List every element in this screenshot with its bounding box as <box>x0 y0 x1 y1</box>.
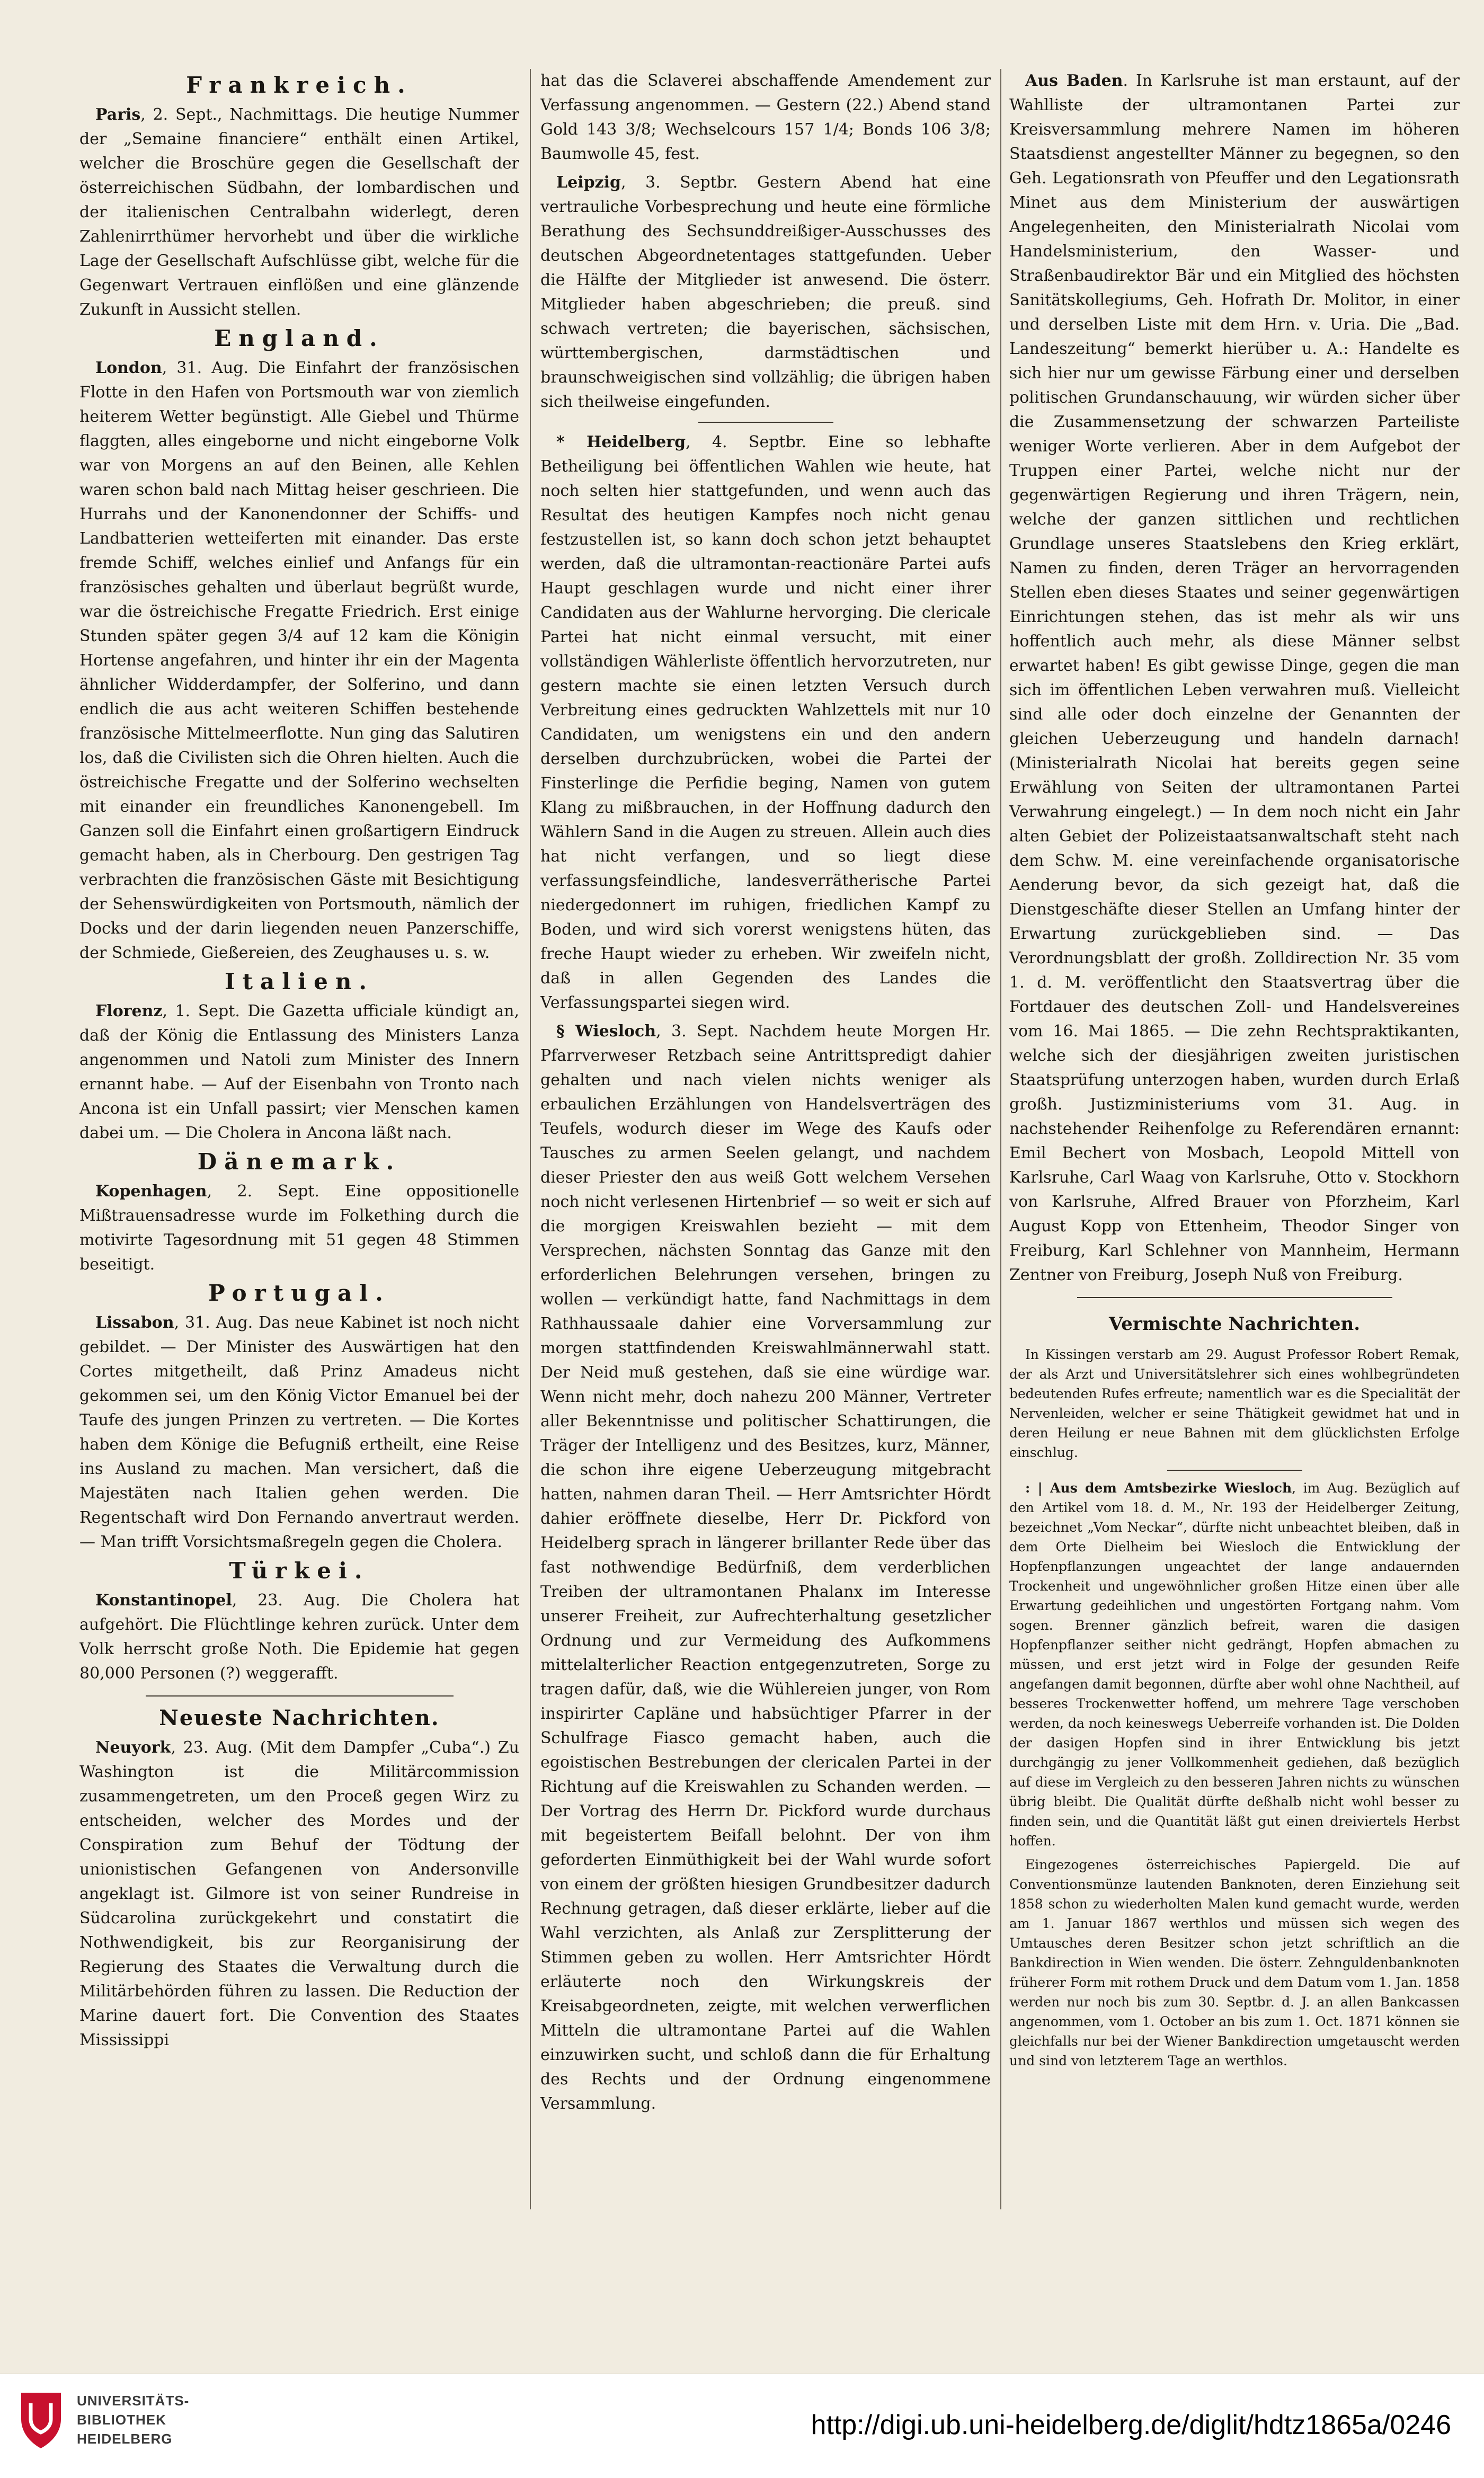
article-continuation: hat das die Sclaverei abschaffende Amendement zur Verfassung angenommen. — Gestern (22.) Abend stand Gold 143 3/8; Wechselcours 157 1/4; Bonds 106 3/8; Baumwolle 45, fest. <box>540 72 991 163</box>
dateline-place: Paris <box>95 105 141 124</box>
article-kissingen: In Kissingen verstarb am 29. August Professor Robert Remak, der als Arzt und Universitätslehrer sich eines wohlbegründeten bedeutenden Rufes erfreute; namentlich war es die Specialität der Nervenleiden, welcher er seine Thätigkeit gewidmet hat und in deren Heilung er neue Bahnen mit dem glücklichsten Erfolge einschlug. <box>1009 1347 1460 1460</box>
dateline-place: Leipzig <box>556 173 621 192</box>
article-text: , 23. Aug. (Mit dem Dampfer „Cuba“.) Zu Washington ist die Militärcommission zusammengetreten, um den Proceß gegen Wirz zu entscheiden, welcher des Mordes und der Conspiration zum Behuf der Tödtung der unionistischen Gefangenen von Andersonville angeklagt ist. Gilmore ist von seiner Rundreise in Südcarolina zurückgekehrt und constatirt die Nothwendigkeit, bis zur Reorganisirung der Regierung des Staates die Verwaltung durch die Militärbehörden führen zu lassen. Die Reduction der Marine dauert fort. Die Convention des Staates Mississippi <box>79 1738 519 2049</box>
dateline-place: Florenz <box>95 1002 163 1020</box>
article-text: , 23. Aug. Die Cholera hat aufgehört. Die Flüchtlinge kehren zurück. Unter dem Volk herrscht große Noth. Die Epidemie hat gegen 80,000 Personen (?) weggerafft. <box>79 1591 519 1683</box>
dateline-place: Aus Baden <box>1025 72 1123 90</box>
article-neuyork <box>79 1736 519 2053</box>
logo-shield-shape <box>21 2393 61 2448</box>
section-heading-england: England. <box>214 325 385 351</box>
dateline-place: London <box>95 359 162 377</box>
article-text: , 2. Sept., Nachmittags. Die heutige Nummer der „Semaine financiere“ enthält einen Artikel, welcher die Broschüre gegen die Gesellschaft der österreichischen Südbahn, der lombardischen und der italienischen Centralbahn widerlegt, deren Zahlenirrthümer hervorhebt und über die wirkliche Lage der Gesellschaft Aufschlüsse gibt, welche für die Gegenwart Vertrauen einflößen und eine glänzende Zukunft in Aussicht stellen. <box>79 105 519 319</box>
library-name-line: BIBLIOTHEK <box>77 2412 166 2428</box>
column-rule <box>1000 69 1001 2209</box>
section-divider <box>146 1695 454 1697</box>
article-leipzig <box>540 171 991 414</box>
section-heading-vermischte-nachrichten: Vermischte Nachrichten. <box>1108 1313 1361 1335</box>
section-heading-portugal: Portugal. <box>208 1280 390 1306</box>
article-amtsbezirk-wiesloch <box>1009 1478 1460 1851</box>
viewer-footer <box>0 2374 1484 2478</box>
article-text: , 4. Septbr. Eine so lebhafte Betheiligung bei öffentlichen Wahlen wie heute, hat noch selten hier stattgefunden, und wenn auch das Resultat des heutigen Kampfes noch nicht genau festzustellen ist, so kann doch schon jetzt behauptet werden, daß die ultramontan-reactionäre Partei aufs Haupt geschlagen wurde und nicht einer ihrer Candidaten aus der Wahlurne hervorging. Die clericale Partei hat nicht einmal versucht, mit einer vollständigen Wählerliste öffentlich hervorzutreten, nur gestern machte sie einen letzten Versuch durch Verbreitung eines gedruckten Wahlzettels mit nur 10 Candidaten, um wenigstens ein und den andern derselben durchzubrücken, wobei die Partei der Finsterlinge die Perfidie beging, Namen von gutem Klang zu mißbrauchen, in der Hoffnung dadurch den Wählern Sand in die Augen zu streuen. Allein auch dies hat nicht verfangen, und so liegt diese verfassungsfeindliche, landesverrätherische Partei niedergedonnert im ruhigen, friedlichen Kampf zu Boden, und wird sich vorerst wenigstens hüten, das freche Haupt wieder zu erheben. Wir zweifeln nicht, daß in allen Gegenden des Landes die Verfassungspartei siegen wird. <box>540 433 991 1012</box>
article-text: , im Aug. Bezüglich auf den Artikel vom 18. d. M., Nr. 193 der Heidelberger Zeitung, bezeichnet „Vom Neckar“, dürfte nicht unbeachtet bleiben, daß in dem Orte Dielheim bei Wiesloch die Entwicklung der Hopfenpflanzungen ungeachtet der lange andauernden Trockenheit und ungewöhnlicher großen Hitze einen über alle Erwartung gedeihlichen und ungestörten Fortgang nahm. Vom sogen. Brenner gänzlich befreit, waren die dasigen Hopfenpflanzer seither nicht gedrängt, Hopfen abmachen zu müssen, und erst jetzt wird in Folge der gesunden Reife angefangen damit begonnen, dürfte aber wohl ohne Nachtheil, auf besseres Trockenwetter hoffend, um mehrere Tage verschoben werden, da noch keineswegs Ueberreife vorhanden ist. Die Dolden der dasigen Hopfen sind in ihrer Entwicklung bis jetzt durchgängig zu jener Vollkommenheit gediehen, daß bezüglich auf diese im Vergleich zu den besseren Jahren nichts zu wünschen übrig bleibt. Die Qualität dürfte deßhalb nicht wohl besser zu finden sein, und die Quantität läßt gut einen dreiviertels Herbst hoffen. <box>1009 1480 1460 1849</box>
article-aus-baden <box>1009 69 1460 1287</box>
article-text: , 1. Sept. Die Gazetta ufficiale kündigt an, daß der König die Entlassung des Ministers Lanza angenommen und Natoli zum Minister des Innern ernannt habe. — Auf der Eisenbahn von Tronto nach Ancona ist ein Unfall passirt; vier Menschen kamen dabei um. — Die Cholera in Ancona läßt nach. <box>79 1002 519 1142</box>
section-heading-italien: Italien. <box>224 969 375 994</box>
article-florenz <box>79 999 519 1145</box>
column-right <box>1009 69 1460 2209</box>
library-name-line: HEIDELBERG <box>77 2431 173 2447</box>
library-name <box>77 2391 189 2448</box>
dateline-place: : | Aus dem Amtsbezirke Wiesloch <box>1025 1480 1292 1496</box>
section-heading-frankreich: Frankreich. <box>186 72 413 98</box>
column-left <box>79 69 519 2209</box>
dateline-place: Kopenhagen <box>95 1182 207 1201</box>
article-divider <box>1167 1470 1302 1471</box>
article-heidelberg <box>540 430 991 1015</box>
section-heading-daenemark: Dänemark. <box>197 1149 402 1175</box>
article-kopenhagen <box>79 1179 519 1277</box>
column-rule <box>530 69 531 2209</box>
article-wiesloch <box>540 1019 991 2116</box>
library-name-line: UNIVERSITÄTS- <box>77 2393 190 2409</box>
dateline-place: Neuyork <box>95 1738 171 1757</box>
article-text: , 2. Sept. Eine oppositionelle Mißtrauensadresse wurde im Folkething durch die motivirte Tagesordnung mit 51 gegen 48 Stimmen beseitigt. <box>79 1182 519 1274</box>
library-logo-icon <box>16 2387 66 2451</box>
dateline-place: Lissabon <box>95 1313 174 1332</box>
article-london <box>79 356 519 965</box>
section-divider <box>1077 1297 1392 1298</box>
article-konstantinopel <box>79 1588 519 1686</box>
section-heading-tuerkei: Türkei. <box>229 1558 370 1584</box>
article-divider <box>698 422 833 423</box>
article-text: , 3. Septbr. Gestern Abend hat eine vertrauliche Vorbesprechung und heute eine förmliche Berathung des Sechsunddreißiger-Ausschusses des deutschen Abgeordnetentages stattgefunden. Ueber die Hälfte der Mitglieder ist anwesend. Die österr. Mitglieder haben abgeschrieben; die preuß. sind schwach vertreten; die bayerischen, sächsischen, württembergischen, darmstädtischen und braunschweigischen sind vollzählig; die übrigen haben sich theilweise eingefunden. <box>540 173 991 411</box>
page-url-link[interactable]: http://digi.ub.uni-heidelberg.de/diglit/hdtz1865a/0246 <box>811 2410 1451 2440</box>
article-text: , 31. Aug. Die Einfahrt der französischen Flotte in den Hafen von Portsmouth war von ziemlich heiterem Wetter begünstigt. Alle Giebel und Thürme flaggten, alles eingeborne und nicht eingeborne Volk war von Morgens an auf den Beinen, alle Kehlen waren schon bald nach Mittag heiser geschrieen. Die Hurrahs und der Kanonendonner der Schiffs- und Landbatterien wetteiferten mit einander. Das erste fremde Schiff, welches einlief und Anfangs für ein französisches gehalten und überlaut begrüßt wurde, war die östreichische Fregatte Friedrich. Erst einige Stunden später gegen 3/4 auf 12 kam die Königin Hortense angefahren, und hinter ihr ein der Magenta ähnlicher Widderdampfer, der Solferino, und dann endlich die aus acht weiteren Schiffen bestehende französische Mittelmeerflotte. Nun ging das Salutiren los, daß die Civilisten sich die Ohren hielten. Auch die östreichische Fregatte und der Solferino wechselten mit einander ein freundliches Kanonengebell. Im Ganzen soll die Einfahrt einen großartigern Eindruck gemacht haben, als in Cherbourg. Den gestrigen Tag verbrachten die französischen Gäste mit Besichtigung der Sehenswürdigkeiten von Portsmouth, nämlich der Docks und der darin liegenden neuen Panzerschiffe, der Schmiede, Gießereien, des Zeughauses u. s. w. <box>79 359 519 962</box>
section-heading-neueste-nachrichten: Neueste Nachrichten. <box>159 1706 440 1730</box>
article-text: . In Karlsruhe ist man erstaunt, auf der Wahlliste der ultramontanen Partei zur Kreisversammlung mehrere Namen im höheren Staatsdienst angestellter Männer zu begegnen, so den Geh. Legationsrath von Pfeuffer und den Legationsrath Minet aus dem Ministerium der auswärtigen Angelegenheiten, den Ministerialrath Nicolai vom Handelsministerium, den Wasser- und Straßenbaudirektor Bär und ein Mitglied des höchsten Sanitätskollegiums, Geh. Hofrath Dr. Molitor, in einer und derselben Liste mit dem Hrn. v. Uria. Die „Bad. Landeszeitung“ bemerkt hierüber u. A.: Handelte es sich hier nur um gewisse Färbung einer und derselben politischen Grundanschauung, wir würden sicher über die Zusammensetzung der schwarzen Parteiliste weniger Worte verlieren. Aber in dem Aufgebot der Truppen einer Partei, welche nicht nur der gegenwärtigen Regierung und ihren Trägern, nein, welche der ganzen sittlichen und rechtlichen Grundlage unseres Staatslebens den Krieg erklärt, Namen zu finden, deren Träger an hervorragenden Stellen eben dieses Staates und seiner gegenwärtigen Einrichtungen stehen, das ist mehr als wir uns hoffentlich auch mehr, als diese Männer selbst erwartet haben! Es gibt gewisse Dinge, gegen die man sich im öffentlichen Leben verwahren muß. Vielleicht sind alle oder doch einzelne der Genannten der gleichen Ueberzeugung und handeln darnach! (Ministerialrath Nicolai hat bereits gegen seine Erwählung von Seiten der ultramontanen Partei Verwahrung eingelegt.) — In dem noch nicht ein Jahr alten Gebiet der Polizeistaatsanwaltschaft steht nach dem Schw. M. eine vereinfachende organisatorische Aenderung bevor, da sich gezeigt hat, daß die Dienstgeschäfte dieser Stellen an Umfang hinter der Erwartung zurückgeblieben sind. — Das Verordnungsblatt der großh. Zolldirection Nr. 35 vom 1. d. M. veröffentlicht den Staatsvertrag über die Fortdauer des deutschen Zoll- und Handelsvereines vom 16. Mai 1865. — Die zehn Rechtspraktikanten, welche sich der diesjährigen zweiten juristischen Staatsprüfung unterzogen haben, wurden durch Erlaß großh. Justizministeriums vom 31. Aug. in nachstehender Reihenfolge zu Referendären ernannt: Emil Bechert von Mosbach, Leopold Mittell von Karlsruhe, Carl Waag von Karlsruhe, Otto v. Stockhorn von Karlsruhe, Alfred Brauer von Pforzheim, Karl August Kopp von Ettenheim, Theodor Singer von Freiburg, Karl Schlehner von Mannheim, Hermann Zentner von Freiburg, Joseph Nuß von Freiburg. <box>1009 72 1460 1284</box>
dateline-place: Konstantinopel <box>95 1591 232 1610</box>
article-papiergeld: Eingezogenes österreichisches Papiergeld. Die auf Conventionsmünze lautenden Banknoten, deren Einziehung seit 1858 schon zu wiederholten Malen kund gemacht wurde, werden am 1. Januar 1867 werthlos und müssen sich wegen des Umtausches deren Besitzer schon jetzt schriftlich an die Bankdirection in Wien wenden. Die österr. Zehnguldenbanknoten früherer Form mit rothem Druck und dem Datum vom 1. Jan. 1858 werden nur noch bis zum 30. Septbr. d. J. an allen Bankcassen angenommen, vom 1. October an bis zum 1. Oct. 1871 können sie gleichfalls nur bei der Wiener Bankdirection umgetauscht werden und sind von letzterem Tage an werthlos. <box>1009 1857 1460 2068</box>
article-text: , 3. Sept. Nachdem heute Morgen Hr. Pfarrverweser Retzbach seine Antrittspredigt dahier gehalten und nach vielen nichts weniger als erbaulichen Erzählungen von Handelsverträgen des Teufels, wodurch dieser im Wege des Kaufs oder Tausches zu armen Seelen gelangt, und nachdem dieser Priester den aus weiß Gott welchem Versehen noch nicht verlesenen Hirtenbrief — so weit er sich auf die morgigen Kreiswahlen bezieht — mit dem Versprechen, nächsten Sonntag das Ganze mit den erforderlichen Belehrungen versehen, bringen zu wollen — verkündigt hatte, fand Nachmittags in dem Rathhaussaale dahier eine Vorversammlung zur morgen stattfindenden Kreiswahlmännerwahl statt. Der Neid muß gestehen, daß sie eine würdige war. Wenn nicht mehr, doch nahezu 200 Männer, Vertreter aller Bekenntnisse und politischer Schattirungen, die Träger der Intelligenz und des Besitzes, kurz, Männer, die schon ihre eigene Ueberzeugung mitgebracht hatten, nahmen daran Theil. — Herr Amtsrichter Hördt dahier eröffnete dieselbe, Herr Dr. Pickford von Heidelberg sprach in längerer brillanter Rede über das fast nothwendige Bedürfniß, dem verderblichen Treiben der ultramontanen Phalanx im Interesse unserer Freiheit, zur Aufrechterhaltung gesetzlicher Ordnung und zur Vermeidung des Aufkommens mittelalterlicher Reaction entgegenzutreten, Sorge zu tragen dafür, daß, wie die Wühlereien junger, von Rom inspirirter Capläne und habsüchtiger Pfarrer in der Schulfrage Fiasco gemacht haben, auch die egoistischen Bestrebungen der clericalen Partei in der Richtung auf die Kreiswahlen zu Schanden werden. — Der Vortrag des Herrn Dr. Pickford wurde durchaus mit begeistertem Beifall belohnt. Der von ihm geforderten Einmüthigkeit bei der Wahl wurde sofort von einem der größten hiesigen Grundbesitzer dadurch Rechnung getragen, daß dieser erklärte, lieber auf die Wahl verzichten, als Anlaß zur Zersplitterung der Stimmen geben zu wollen. Herr Amtsrichter Hördt erläuterte noch den Wirkungskreis der Kreisabgeordneten, zeigte, mit welchen verwerflichen Mitteln die ultramontane Partei auf die Wahlen einzuwirken sucht, und schloß dann die für Erhaltung des Rechts und der Ordnung eingenommene Versammlung. <box>540 1022 991 2113</box>
article-paris <box>79 103 519 322</box>
article-lissabon <box>79 1311 519 1555</box>
dateline-place: * Heidelberg <box>556 433 686 451</box>
dateline-place: § Wiesloch <box>556 1022 656 1041</box>
article-text: , 31. Aug. Das neue Kabinet ist noch nicht gebildet. — Der Minister des Auswärtigen hat den Cortes mitgetheilt, daß Prinz Amadeus nicht gekommen sei, um den König Victor Emanuel bei der Taufe des jungen Prinzen zu vertreten. — Die Kortes haben dem Könige die Befugniß ertheilt, eine Reise ins Ausland zu machen. Man versichert, daß die Majestäten nach Italien gehen werden. Die Regentschaft wird Don Fernando anvertraut werden. — Man trifft Vorsichtsmaßregeln gegen die Cholera. <box>79 1313 519 1551</box>
column-middle <box>540 69 991 2209</box>
